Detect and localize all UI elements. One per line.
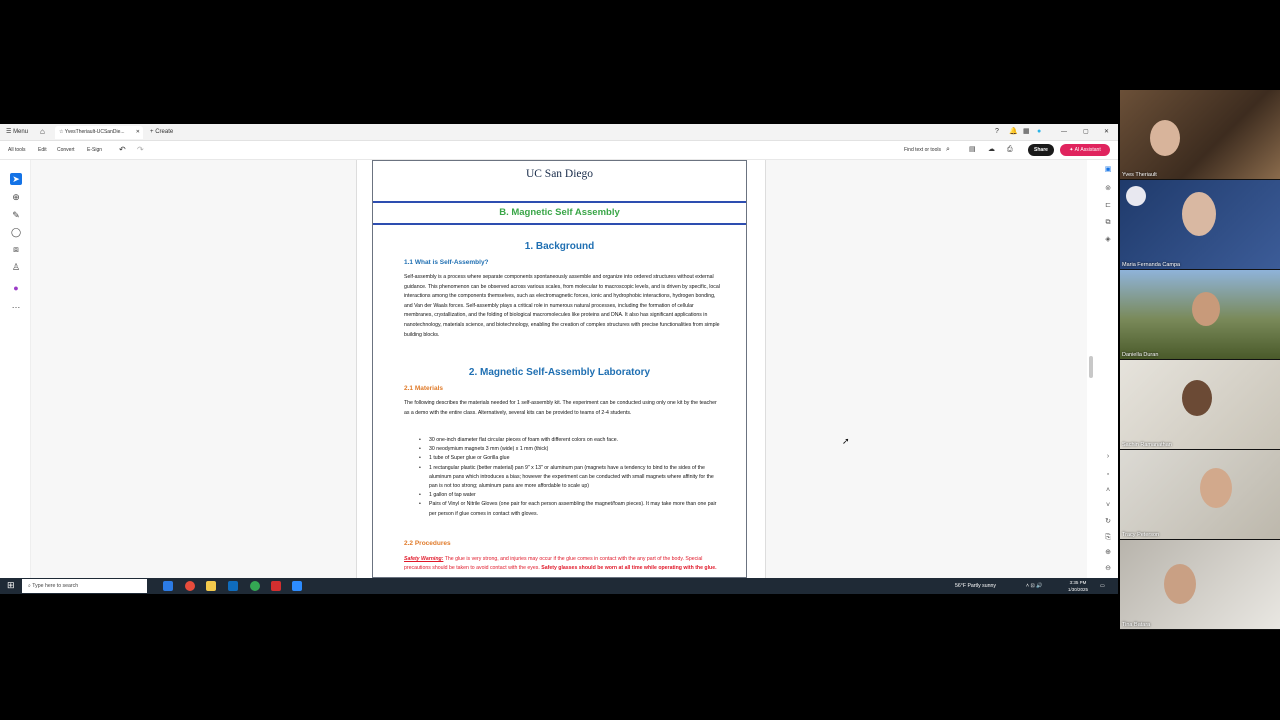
participant-tile[interactable]: Tracy Peterson <box>1120 450 1280 539</box>
account-icon[interactable]: ● <box>1037 128 1042 135</box>
all-tools-button[interactable]: All tools <box>8 147 26 153</box>
close-tab-icon[interactable]: ✕ <box>135 129 140 135</box>
participant-tile[interactable]: Daniella Duran <box>1120 270 1280 359</box>
section-title: B. Magnetic Self Assembly <box>373 201 746 225</box>
print-icon[interactable]: ⎙ <box>1007 146 1013 153</box>
esign-button[interactable]: E-Sign <box>87 147 103 153</box>
materials-list <box>429 436 719 519</box>
chrome-icon[interactable] <box>185 581 195 591</box>
comment-icon[interactable]: ▣ <box>1104 166 1112 173</box>
participant-face <box>1182 192 1216 236</box>
more-tools-icon[interactable]: … <box>11 300 21 310</box>
zoom-in-icon[interactable]: ⊕ <box>1105 549 1111 556</box>
attachment-icon[interactable]: ⊏ <box>1105 202 1111 209</box>
pages-icon[interactable]: ⧉ <box>1105 219 1111 226</box>
undo-icon[interactable]: ↶ <box>119 145 126 154</box>
taskbar-search[interactable] <box>22 579 147 593</box>
search-icon: ⌕ <box>28 583 33 589</box>
seal-logo-icon <box>1126 186 1146 206</box>
page-thumb-icon[interactable]: ▫ <box>1106 471 1110 478</box>
notifications-icon[interactable]: ▭ <box>1100 583 1105 589</box>
zoom-app-icon[interactable] <box>292 581 302 591</box>
warning-bold: Safety glasses should be worn at all time while operating with the glue. <box>541 565 717 572</box>
list-item: • 30 one-inch diameter flat circular pieces of foam with different colors on each face. <box>429 436 719 445</box>
minimize-icon[interactable]: — <box>1061 129 1067 135</box>
materials-paragraph: The following describes the materials needed for 1 self-assembly kit. The experiment can be conducted using only one kit by the teacher as a demo with the entire class. Alternatively, several kits can be provided to teams of 2-4 students. <box>404 400 717 416</box>
mouse-cursor-icon: ➚ <box>842 436 850 446</box>
warning-label: Safety Warning: <box>404 556 444 562</box>
participant-tile[interactable]: Maria Fernanda Campa <box>1120 180 1280 269</box>
heading-what-is-self-assembly: 1.1 What is Self-Assembly? <box>404 259 489 266</box>
ai-assistant-button[interactable]: ✦ AI Assistant <box>1060 144 1110 156</box>
menu-button[interactable]: ☰ Menu <box>6 129 29 135</box>
participant-tile[interactable]: Sachin Ramanathan <box>1120 360 1280 449</box>
hamburger-icon: ☰ <box>6 129 12 135</box>
windows-start-icon[interactable]: ⊞ <box>7 580 15 590</box>
left-tool-rail <box>0 160 31 578</box>
ai-sparkle-icon: ✦ <box>1069 147 1074 153</box>
help-icon[interactable]: ? <box>995 128 999 135</box>
heading-materials: 2.1 Materials <box>404 385 444 392</box>
heading-procedures: 2.2 Procedures <box>404 540 451 547</box>
participant-tile[interactable]: Yves Theriault <box>1120 90 1280 179</box>
participant-tile[interactable]: Tina Batara <box>1120 540 1280 629</box>
acrobat-icon[interactable] <box>271 581 281 591</box>
list-item: • 30 neodymium magnets 3 mm (wide) x 1 mm (thick) <box>429 445 719 454</box>
document-tab[interactable]: ☆ YvesTheriault-UCSanDie... ✕ <box>55 126 143 139</box>
list-item: • Pairs of Vinyl or Nitrile Gloves (one pair for each person assembling the magnet/foam pieces). It may take more than one pair per person if glue comes in contact with gloves. <box>429 500 719 518</box>
document-canvas[interactable] <box>31 160 1087 578</box>
convert-button[interactable]: Convert <box>57 147 75 153</box>
ucsd-logo: UC San Diego <box>525 168 594 180</box>
system-tray-icon[interactable]: ˄ ⊡ 🔊 <box>1026 583 1043 589</box>
color-picker-icon[interactable]: ● <box>13 283 19 293</box>
zoom-out-icon[interactable]: ⊖ <box>1105 565 1111 572</box>
pdf-page <box>372 160 747 578</box>
safety-warning <box>404 555 720 574</box>
home-icon[interactable]: ⌂ <box>40 127 45 136</box>
vertical-scrollbar[interactable] <box>1089 356 1093 378</box>
create-button[interactable]: + Create <box>150 129 174 135</box>
file-explorer-icon[interactable] <box>206 581 216 591</box>
view-icon[interactable]: ▤ <box>969 146 976 153</box>
layers-icon[interactable]: ◈ <box>1105 236 1111 243</box>
search-icon[interactable]: ⌕ <box>946 146 950 153</box>
redo-icon[interactable]: ↷ <box>137 145 144 154</box>
close-window-icon[interactable]: ✕ <box>1104 129 1110 135</box>
search-input[interactable]: Type here to search <box>32 583 79 589</box>
right-tool-rail <box>1098 160 1118 578</box>
list-item: • 1 gallon of tap water <box>429 491 719 500</box>
bookmark-icon[interactable]: ⊚ <box>1105 185 1111 192</box>
warning-text: The glue is very strong, and injuries may occur if the glue comes in contact with the any part of the body. Special precautions should be taken to avoid contact with the eyes. <box>404 556 703 572</box>
edit-button[interactable]: Edit <box>38 147 47 153</box>
heading-lab: 2. Magnetic Self-Assembly Laboratory <box>468 367 651 378</box>
chevron-down-icon[interactable]: ˅ <box>1105 502 1111 509</box>
video-gallery <box>1120 90 1280 630</box>
plus-icon: + <box>150 129 154 135</box>
outlook-icon[interactable] <box>228 581 238 591</box>
edge-icon[interactable] <box>163 581 173 591</box>
chrome-alt-icon[interactable] <box>250 581 260 591</box>
participant-face <box>1200 468 1232 508</box>
cloud-upload-icon[interactable]: ☁ <box>988 146 995 153</box>
zoom-tool-icon[interactable]: ⊕ <box>12 192 20 202</box>
participant-face <box>1182 380 1212 416</box>
weather-widget[interactable]: 56°F Partly sunny <box>955 583 996 589</box>
find-tools-button[interactable]: Find text or tools <box>904 147 941 153</box>
select-arrow-icon[interactable]: ➤ <box>10 173 22 185</box>
participant-face <box>1192 292 1220 326</box>
title-bar <box>0 124 1118 141</box>
text-select-icon[interactable]: ⧈ <box>13 244 19 254</box>
chevron-up-icon[interactable]: ˄ <box>1105 487 1111 494</box>
pen-icon[interactable]: ✎ <box>12 210 20 220</box>
save-icon[interactable]: ⎘ <box>1105 534 1111 541</box>
list-item: • 1 rectangular plastic (better material) pan 9" x 13" or aluminum pan (magnets have a tendency to bind to the sides of the aluminum pans which introduces a bias; however the experiment can be conducted with small magnets where affinity for the pan is not too strong; aluminum pans are more affordable to scale up) <box>429 464 719 492</box>
bell-icon[interactable]: 🔔 <box>1009 128 1018 135</box>
heading-background: 1. Background <box>524 241 595 252</box>
participant-face <box>1164 564 1196 604</box>
list-item: • 1 tube of Super glue or Gorilla glue <box>429 454 719 463</box>
participant-face <box>1150 120 1180 156</box>
apps-grid-icon[interactable]: ▦ <box>1023 128 1030 135</box>
share-button[interactable]: Share <box>1028 144 1054 156</box>
acrobat-window <box>0 124 1118 578</box>
lasso-icon[interactable]: ◯ <box>10 227 22 237</box>
stamp-icon[interactable]: ♙ <box>11 262 21 272</box>
collapse-icon[interactable]: › <box>1106 453 1110 460</box>
clock[interactable]: 3:35 PM 1/30/2025 <box>1068 580 1089 592</box>
star-icon[interactable]: ☆ <box>59 129 64 135</box>
main-toolbar <box>0 141 1118 160</box>
rotate-icon[interactable]: ↻ <box>1105 518 1111 525</box>
maximize-icon[interactable]: ▢ <box>1083 129 1089 135</box>
background-paragraph: Self-assembly is a process where separate components spontaneously assemble and organize into ordered structures without external guidance. This phenomenon can be observed across various scales, from molecular to macroscopic levels, and is driven by specific, local interactions among the components themselves, such as electromagnetic forces, ionic and hydrophobic interactions, hydrogen bonding, and Van der Waals forces. Self-assembly plays a critical role in numerous natural processes, including the formation of cellular membranes, crystallization, and the folding of biological macromolecules like proteins and DNA. It also has significant applications in nanotechnology, materials science, and biotechnology, enabling the creation of complex structures with precise functionalities from simple building blocks. <box>404 274 720 338</box>
taskbar <box>0 578 1118 594</box>
